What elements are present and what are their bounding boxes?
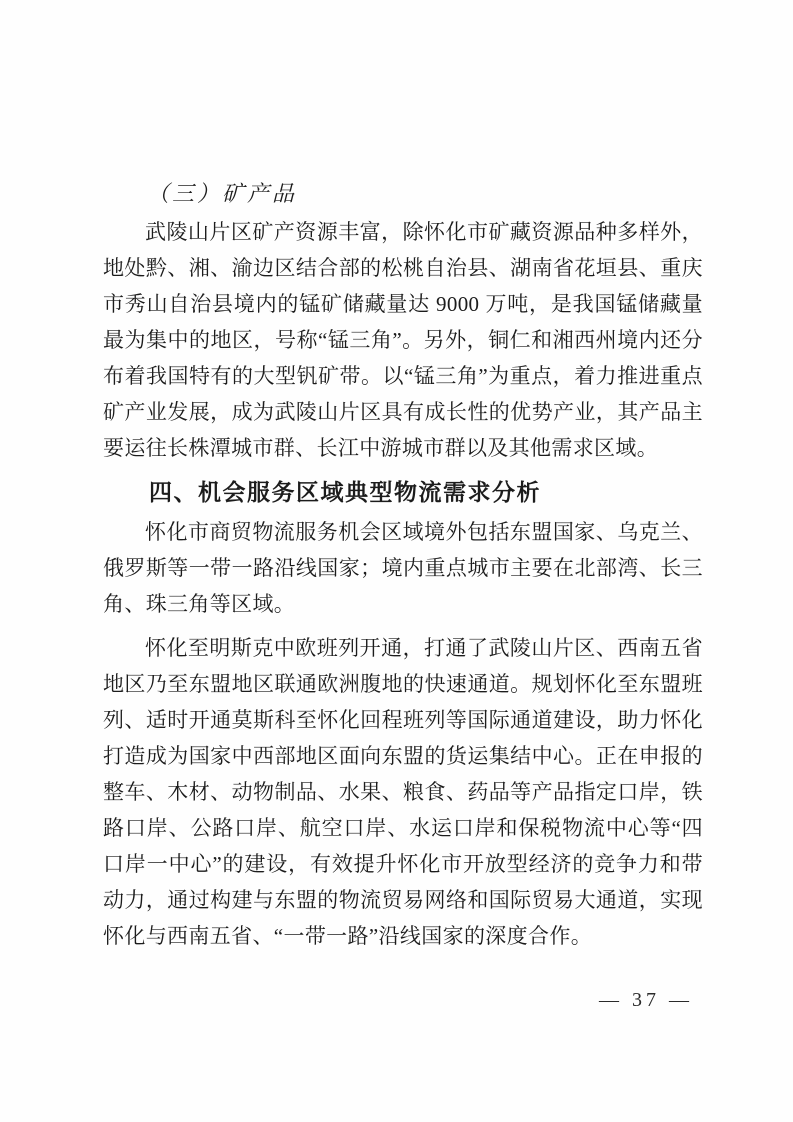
page-content bbox=[103, 176, 703, 954]
paragraph-service-regions: 怀化市商贸物流服务机会区域境外包括东盟国家、乌克兰、俄罗斯等一带一路沿线国家；境内重点城市主要在北部湾、长三角、珠三角等区域。 bbox=[103, 520, 703, 616]
paragraph-mineral-resources: 武陵山片区矿产资源丰富，除怀化市矿藏资源品种多样外，地处黔、湘、渝边区结合部的松桃自治县、湖南省花垣县、重庆市秀山自治县境内的锰矿储藏量达 9000 万吨，是我国锰储藏量最为集中的地区，号称“锰三角”。另外，铜仁和湘西州境内还分布着我国特有的大型钒矿带。以“锰三角”为重点，着力推进重点矿产业发展，成为武陵山片区具有成长性的优势产业，其产品主要运往长株潭城市群、长江中游城市群以及其他需求区域。 bbox=[103, 220, 703, 460]
page-number: — 37 — bbox=[599, 989, 693, 1011]
section-heading-logistics-demand: 四、机会服务区域典型物流需求分析 bbox=[149, 479, 541, 505]
paragraph-china-europe-train: 怀化至明斯克中欧班列开通，打通了武陵山片区、西南五省地区乃至东盟地区联通欧洲腹地的快速通道。规划怀化至东盟班列、适时开通莫斯科至怀化回程班列等国际通道建设，助力怀化打造成为国家中西部地区面向东盟的货运集结中心。正在申报的整车、木材、动物制品、水果、粮食、药品等产品指定口岸，铁路口岸、公路口岸、航空口岸、水运口岸和保税物流中心等“四口岸一中心”的建设，有效提升怀化市开放型经济的竞争力和带动力，通过构建与东盟的物流贸易网络和国际贸易大通道，实现怀化与西南五省、“一带一路”沿线国家的深度合作。 bbox=[103, 636, 703, 948]
section-heading-minerals: （三）矿产品 bbox=[147, 181, 298, 206]
